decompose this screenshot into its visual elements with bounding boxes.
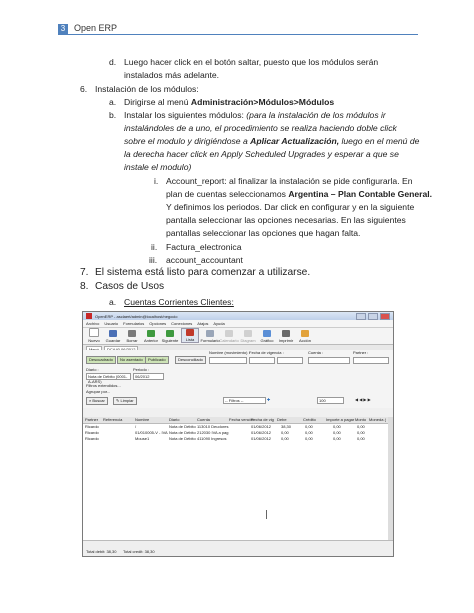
toolbar-siguiente[interactable] — [162, 330, 178, 343]
item-8a-label: a. — [109, 297, 117, 307]
row-3-credito: 0,00 — [305, 436, 313, 441]
item-b-label: b. — [109, 110, 117, 120]
header-title: Open ERP — [74, 23, 118, 33]
toolbar-borrar-label: Borrar — [126, 338, 138, 343]
toolbar-accion-label: Acción — [298, 338, 311, 343]
menubar — [83, 320, 393, 328]
col-fecha-vig[interactable]: Fecha de vig — [251, 417, 274, 422]
item-i-text-2 — [166, 188, 432, 200]
row-2-partner: Ricardo — [85, 430, 99, 435]
item-8a-text: Cuentas Corrientes Clientes: — [124, 297, 234, 307]
openerp-screenshot — [82, 311, 394, 557]
menu-ayuda[interactable]: Ayuda — [213, 321, 225, 326]
col-credito[interactable]: Crédito — [303, 417, 316, 422]
print-icon — [282, 330, 290, 337]
item-b-prefix: Instalar los siguientes módulos: — [124, 110, 247, 120]
toolbar-accion[interactable] — [297, 330, 313, 343]
item-b-italic-4: la derecha hacer click en Apply Scheduled Upgrades y esperar a que se — [124, 149, 399, 159]
text-cursor-icon — [266, 510, 267, 519]
table-header — [83, 417, 393, 424]
search-icon: ⌕ — [89, 398, 92, 403]
calendar-icon — [225, 330, 233, 337]
toolbar-formulario-label: Formulario — [200, 338, 220, 343]
item-i-text-5: pantallas seleccionar las opciones que hagan falta. — [166, 228, 361, 238]
row-3-monto: 0,00 — [357, 436, 365, 441]
toolbar-grafico-label: Gráfico — [260, 338, 274, 343]
form-icon — [206, 330, 214, 337]
page-size-select[interactable]: 100 — [317, 397, 344, 404]
filtros-extendidos-toggle[interactable]: Filtros extendidos... — [86, 383, 121, 388]
row-2-fecha: 01/06/2012 — [251, 430, 272, 435]
item-d-text-2: instalados más adelante. — [124, 70, 220, 80]
menu-atajos[interactable]: Atajos — [197, 321, 209, 326]
toolbar-lista-label: Lista — [185, 337, 195, 342]
row-1-partner: Ricardo — [85, 424, 99, 429]
toolbar-borrar[interactable] — [124, 330, 140, 343]
periodo-select[interactable]: 06/2012 — [133, 373, 164, 380]
row-3-debe: 0,00 — [281, 436, 289, 441]
pager-icons[interactable]: ◀ ◀ ▶ ▶ — [355, 397, 371, 402]
item-i-text-3: Y definimos los periodos. Dar click en configurar y en la siguiente — [166, 202, 415, 212]
item-ii-label: ii. — [151, 242, 158, 252]
agrupar-por-toggle[interactable]: Agrupar por... — [86, 389, 111, 394]
toolbar-guardar-label: Guardar — [105, 338, 121, 343]
menu-conexiones[interactable]: Conexiones — [171, 321, 193, 326]
name-field-label: Nombre (movimiento) : — [209, 350, 250, 355]
item-b-italic-3b: luego en el menú de — [339, 136, 420, 146]
row-1-cuenta: 113010 Deudores — [197, 424, 229, 429]
row-3-importe: 0,00 — [333, 436, 341, 441]
toolbar-grafico[interactable] — [259, 330, 275, 343]
col-partner[interactable]: Partner — [85, 417, 99, 422]
moves-table — [83, 417, 393, 541]
item-6-text: Instalación de los módulos: — [95, 84, 199, 94]
close-icon[interactable] — [380, 313, 390, 320]
toolbar-diagram-label: Diagram — [240, 338, 256, 343]
toolbar-nuevo[interactable] — [86, 328, 102, 343]
action-icon — [301, 330, 309, 337]
name-input[interactable] — [209, 357, 247, 364]
cuenta-input[interactable] — [308, 357, 350, 364]
item-i-text-4: pantalla seleccionar las opciones necesarias. En las siguientes — [166, 215, 406, 225]
delete-icon — [128, 330, 136, 337]
minimize-icon[interactable] — [356, 313, 366, 320]
row-2-cuenta: 212030 IVA a pag — [197, 430, 229, 435]
col-importe[interactable]: Importe a pagar — [326, 417, 355, 422]
diagram-icon — [244, 330, 252, 337]
toolbar-anterior-label: Anterior — [143, 338, 158, 343]
item-b-italic-1: (para la instalación de los módulos ir — [246, 110, 386, 120]
total-credit: Total credit: 38,30 — [123, 549, 155, 554]
toolbar-imprimir[interactable] — [278, 330, 294, 343]
row-2-diario: Nota de Débito — [169, 430, 196, 435]
toolbar-diagram[interactable] — [240, 330, 256, 343]
filtros-select[interactable]: -- Filtros -- — [223, 397, 266, 404]
limpiar-label: Limpiar — [120, 398, 134, 403]
item-i-label: i. — [154, 176, 159, 186]
window-title: OpenERP - asclaert/admin@localhost/negocio — [95, 313, 178, 319]
new-icon — [89, 328, 99, 337]
row-1-importe: 0,00 — [333, 424, 341, 429]
table-row[interactable] — [83, 436, 393, 442]
state-publicado-button[interactable]: Publicado — [145, 356, 169, 364]
row-1-debe: 38,30 — [281, 424, 292, 429]
item-i-text-2a: plan de cuentas seleccionamos — [166, 189, 289, 199]
item-8-text: Casos de Usos — [95, 281, 165, 292]
add-filter-icon[interactable]: ✚ — [267, 397, 271, 402]
item-iii-text: account_accountant — [166, 255, 243, 265]
chart-icon — [263, 330, 271, 337]
toolbar-formulario[interactable] — [202, 330, 218, 343]
toolbar-anterior[interactable] — [143, 330, 159, 343]
toolbar-calendario[interactable] — [221, 330, 237, 343]
toolbar-guardar[interactable] — [105, 330, 121, 343]
item-ii-text: Factura_electronica — [166, 242, 242, 252]
row-2-credito: 0,00 — [305, 430, 313, 435]
item-b-line-3 — [124, 135, 419, 147]
state-desconciliado-button[interactable]: Desconciliado — [175, 356, 206, 364]
item-a-label: a. — [109, 97, 117, 107]
row-2-importe: 0,00 — [333, 430, 341, 435]
arrow-left-icon — [147, 330, 155, 337]
date-from-input[interactable] — [249, 357, 275, 364]
periodo-label: Periodo : — [133, 367, 150, 372]
maximize-icon[interactable] — [368, 313, 378, 320]
item-b-bold-3: Aplicar Actualización, — [250, 136, 340, 146]
item-b-italic-3a: sobre el modulo y dirigiéndose a — [124, 136, 251, 146]
page-header — [0, 0, 474, 34]
item-b-text — [124, 109, 386, 121]
row-2-monto: 0,00 — [357, 430, 365, 435]
search-form — [83, 350, 393, 408]
col-referencia[interactable]: Referencia — [103, 417, 123, 422]
date-to-input[interactable] — [277, 357, 303, 364]
item-iii-label: iii. — [149, 255, 158, 265]
item-a-text — [124, 96, 334, 108]
item-i-bold-2: Argentina – Plan Contable General. — [288, 189, 433, 199]
partner-field-label: Partner : — [353, 350, 369, 355]
menu-usuario[interactable]: Usuario — [104, 321, 119, 326]
total-debit: Total debit: 38,30 — [86, 549, 117, 554]
diario-label: Diario : — [86, 367, 99, 372]
toolbar-imprimir-label: Imprimir — [278, 338, 294, 343]
item-i-text-1: Account_report: al finalizar la instalación se pide configurarla. En — [166, 176, 413, 186]
state-descuadrado-button[interactable]: Descuadrado — [86, 356, 116, 364]
row-1-monto: 0,00 — [357, 424, 365, 429]
buscar-button[interactable] — [86, 397, 108, 405]
row-3-diario: Nota de Débito — [169, 436, 196, 441]
col-fecha-vencim[interactable]: Fecha vencim — [229, 417, 254, 422]
item-a-menu-path: Administración>Módulos>Módulos — [190, 97, 335, 107]
row-3-nombre: Mouse1 — [135, 436, 150, 441]
col-debe[interactable]: Debe — [277, 417, 287, 422]
menu-opciones[interactable]: Opciones — [149, 321, 167, 326]
item-d-text: Luego hacer click en el botón saltar, puesto que los módulos serán — [124, 57, 379, 67]
toolbar-siguiente-label: Siguiente — [161, 338, 179, 343]
col-diario[interactable]: Diario — [169, 417, 180, 422]
row-3-cuenta: 411090 Ingresos — [197, 436, 227, 441]
row-1-diario: Nota de Débito — [169, 424, 196, 429]
col-monto[interactable]: Monto — [355, 417, 367, 422]
date-field-label: Fecha de vigencia : — [249, 350, 284, 355]
header-rule — [58, 34, 418, 35]
item-8-label: 8. — [80, 281, 89, 292]
col-cuenta[interactable]: Cuenta — [197, 417, 210, 422]
col-nombre[interactable]: Nombre — [135, 417, 150, 422]
row-3-partner: Ricardo — [85, 436, 99, 441]
arrow-right-icon — [166, 330, 174, 337]
buscar-label: Buscar — [92, 398, 105, 403]
item-a-prefix: Dirigirse al menú — [124, 97, 191, 107]
row-1-credito: 0,00 — [305, 424, 313, 429]
item-7-text: El sistema está listo para comenzar a utilizarse. — [95, 267, 311, 278]
item-6-label: 6. — [80, 84, 88, 94]
row-2-debe: 0,00 — [281, 430, 289, 435]
diario-select[interactable]: Nota de Débito (0001-A-ARS) — [86, 373, 131, 380]
menu-formularios[interactable]: Formularios — [123, 321, 145, 326]
row-2-nombre: 01/010005-V - IVA — [135, 430, 168, 435]
page-number: 3 — [58, 24, 68, 34]
item-b-italic-5: instale el modulo) — [124, 162, 192, 172]
col-moneda[interactable]: Moneda ( — [369, 417, 386, 422]
menu-archivo[interactable]: Archivo — [86, 321, 100, 326]
status-bar — [83, 540, 393, 556]
toolbar-nuevo-label: Nuevo — [88, 338, 100, 343]
toolbar-lista[interactable] — [181, 328, 199, 343]
toolbar-calendario-label: Calendario — [219, 338, 239, 343]
toolbar — [83, 328, 393, 345]
state-no-asentado-button[interactable]: No asentado — [117, 356, 146, 364]
app-icon — [86, 313, 92, 319]
list-icon — [186, 329, 194, 336]
row-1-nombre: / — [135, 424, 137, 429]
clear-icon: ✎ — [116, 398, 120, 403]
cuenta-field-label: Cuenta : — [308, 350, 324, 355]
item-7-label: 7. — [80, 267, 89, 278]
item-b-italic-2: instalándoles de a uno, el procedimiento se realiza haciendo doble click — [124, 123, 397, 133]
table-scrollbar[interactable] — [388, 417, 393, 541]
save-icon — [109, 330, 117, 337]
partner-input[interactable] — [353, 357, 389, 364]
row-1-fecha: 01/06/2012 — [251, 424, 272, 429]
limpiar-button[interactable] — [113, 397, 137, 405]
item-d-label: d. — [109, 57, 117, 67]
window-titlebar — [83, 312, 393, 320]
row-3-fecha: 01/06/2012 — [251, 436, 272, 441]
